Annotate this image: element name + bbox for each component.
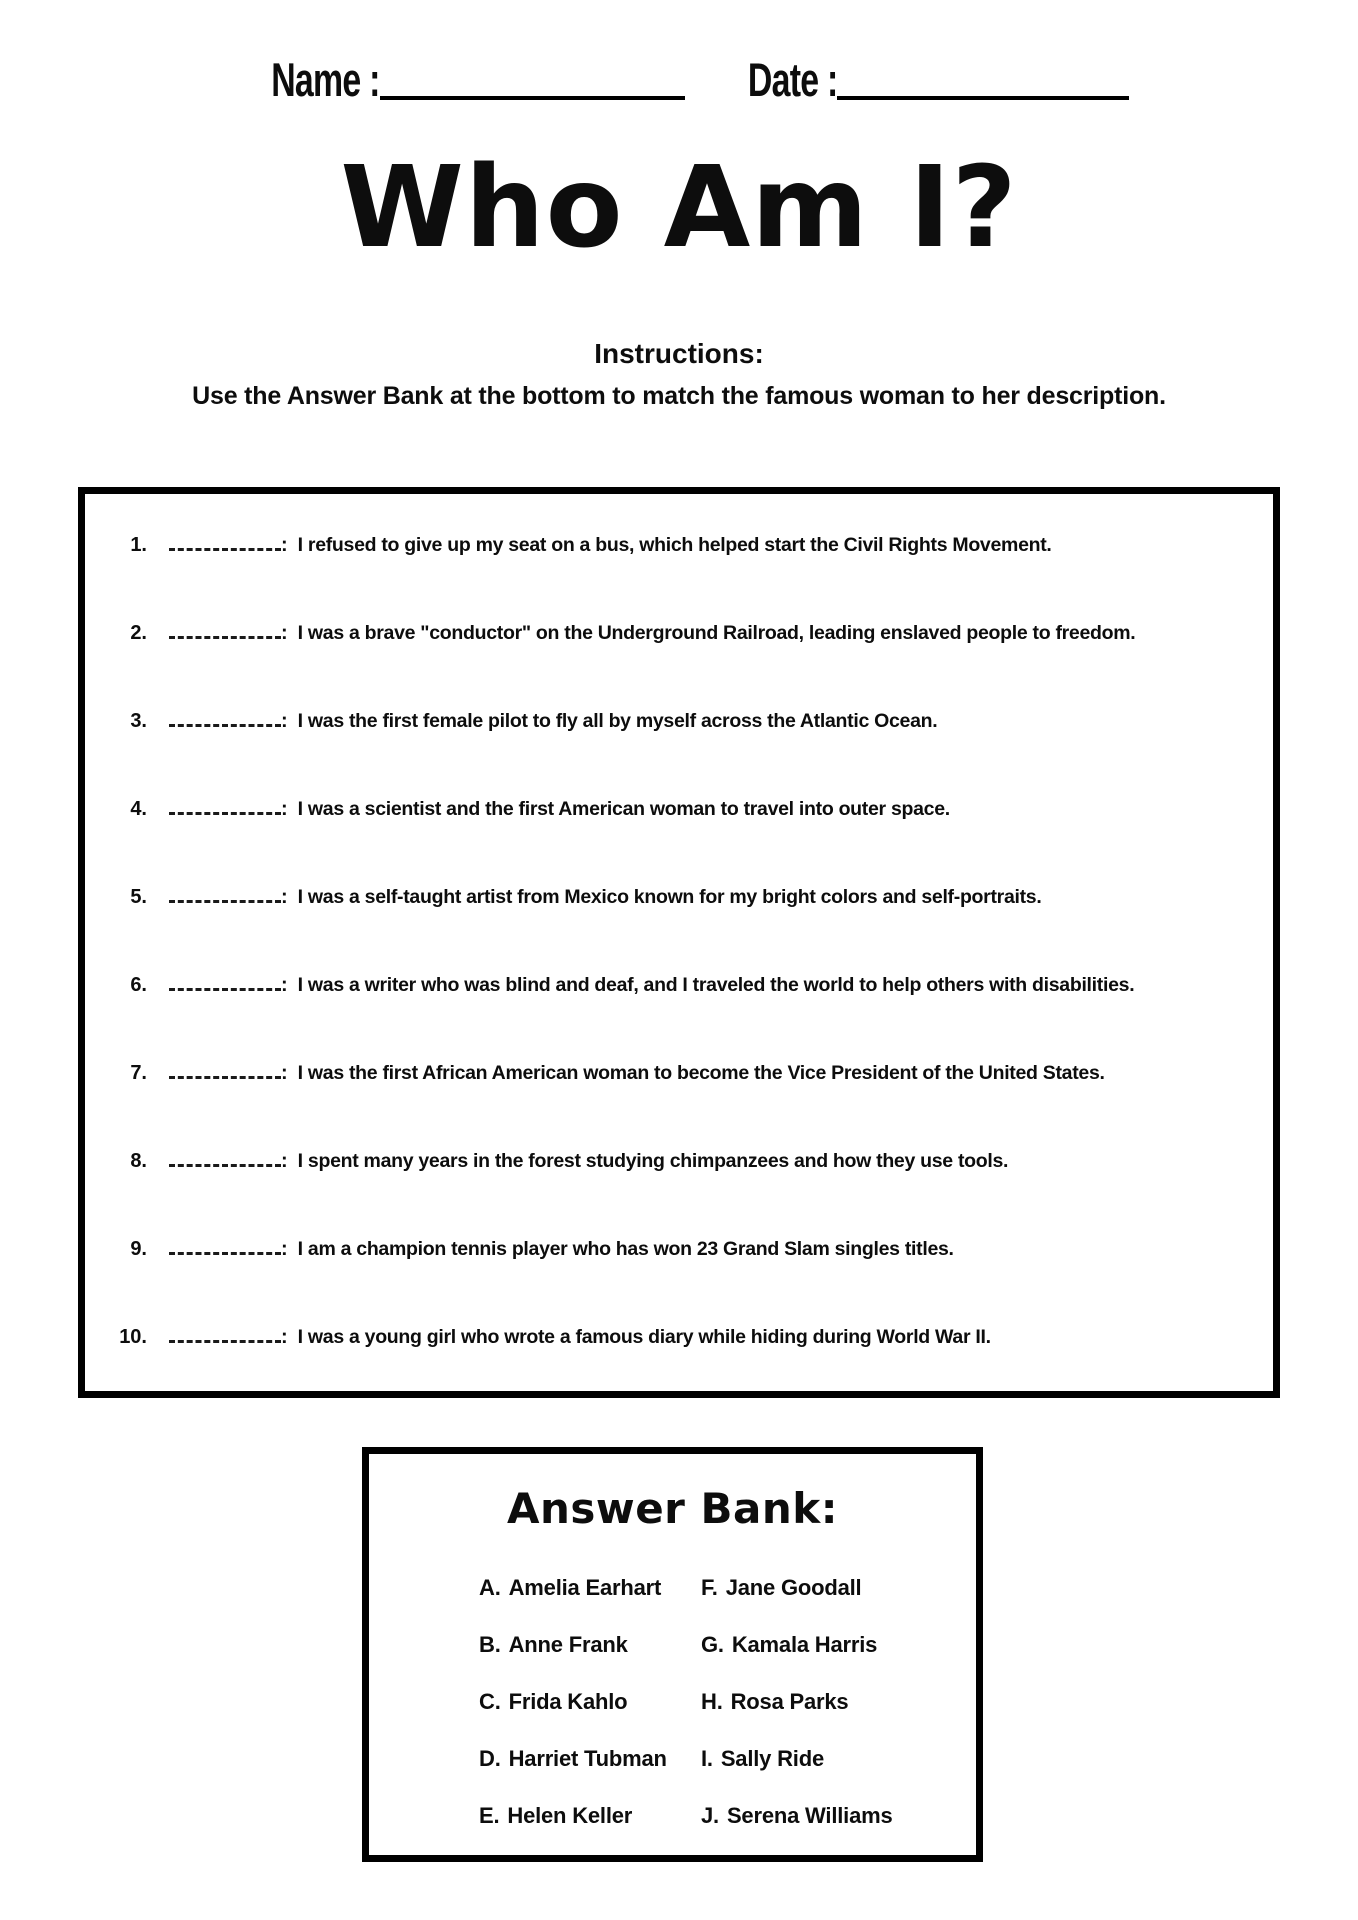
answer-name: Sally Ride xyxy=(720,1745,824,1771)
question-text: I was the first female pilot to fly all by myself across the Atlantic Ocean. xyxy=(297,710,938,732)
question-text: I was a brave "conductor" on the Underground Railroad, leading enslaved people to freedom. xyxy=(297,622,1136,644)
question-row xyxy=(101,1150,1259,1173)
answer-name: Helen Keller xyxy=(507,1802,633,1828)
answer-bank-right-column xyxy=(701,1559,976,1844)
answer-name: Kamala Harris xyxy=(731,1631,878,1657)
colon-mark: : xyxy=(281,622,288,644)
question-row xyxy=(101,1062,1259,1085)
colon-mark: : xyxy=(281,886,288,908)
answer-bank-box xyxy=(362,1447,983,1862)
answer-name: Jane Goodall xyxy=(725,1574,862,1600)
answer-bank-grid xyxy=(369,1559,976,1844)
answer-blank[interactable] xyxy=(169,1339,281,1343)
answer-name: Serena Williams xyxy=(726,1802,893,1828)
question-number: 3. xyxy=(130,710,147,732)
question-row xyxy=(101,974,1259,997)
question-number: 7. xyxy=(130,1062,147,1084)
colon-mark: : xyxy=(281,974,288,996)
question-number: 4. xyxy=(130,798,147,820)
answer-blank[interactable] xyxy=(169,1075,281,1079)
question-text: I spent many years in the forest studying chimpanzees and how they use tools. xyxy=(297,1150,1009,1172)
answer-name: Rosa Parks xyxy=(730,1688,849,1714)
question-row xyxy=(101,1326,1259,1349)
date-label: Date : xyxy=(747,53,838,106)
answer-bank-entry xyxy=(479,1673,701,1730)
answer-letter: D. xyxy=(479,1745,501,1771)
colon-mark: : xyxy=(281,1062,288,1084)
question-number: 9. xyxy=(130,1238,147,1260)
name-write-line[interactable] xyxy=(380,96,685,100)
answer-blank[interactable] xyxy=(169,987,281,991)
colon-mark: : xyxy=(281,1326,288,1348)
question-row xyxy=(101,798,1259,821)
answer-name: Amelia Earhart xyxy=(508,1574,662,1600)
answer-bank-entry xyxy=(479,1730,701,1787)
answer-letter: G. xyxy=(701,1631,724,1657)
instructions-text: Use the Answer Bank at the bottom to match the famous woman to her description. xyxy=(192,382,1166,410)
instructions-heading: Instructions: xyxy=(594,338,764,369)
answer-bank-entry xyxy=(701,1730,976,1787)
colon-mark: : xyxy=(281,1150,288,1172)
question-text: I was a self-taught artist from Mexico known for my bright colors and self-portraits. xyxy=(297,886,1042,908)
question-number: 1. xyxy=(130,534,147,556)
answer-bank-entry xyxy=(701,1787,976,1844)
answer-letter: I. xyxy=(701,1745,713,1771)
question-row xyxy=(101,534,1259,557)
name-date-header xyxy=(0,52,1358,107)
date-write-line[interactable] xyxy=(837,96,1129,100)
answer-blank[interactable] xyxy=(169,1251,281,1255)
answer-blank[interactable] xyxy=(169,1163,281,1167)
question-number: 5. xyxy=(130,886,147,908)
questions-box xyxy=(78,487,1280,1398)
question-text: I was a young girl who wrote a famous diary while hiding during World War II. xyxy=(297,1326,991,1348)
answer-name: Harriet Tubman xyxy=(508,1745,667,1771)
answer-blank[interactable] xyxy=(169,547,281,551)
answer-blank[interactable] xyxy=(169,811,281,815)
question-number: 6. xyxy=(130,974,147,996)
question-number: 10. xyxy=(119,1326,147,1348)
question-number: 2. xyxy=(130,622,147,644)
answer-bank-entry xyxy=(701,1559,976,1616)
answer-name: Anne Frank xyxy=(508,1631,628,1657)
question-row xyxy=(101,1238,1259,1261)
question-text: I was a writer who was blind and deaf, and I traveled the world to help others with disabilities. xyxy=(297,974,1135,996)
colon-mark: : xyxy=(281,534,288,556)
answer-bank-entry xyxy=(479,1616,701,1673)
answer-bank-entry xyxy=(479,1787,701,1844)
question-row xyxy=(101,886,1259,909)
answer-bank-left-column xyxy=(479,1559,701,1844)
instructions-block xyxy=(0,338,1358,411)
answer-letter: B. xyxy=(479,1631,501,1657)
answer-blank[interactable] xyxy=(169,899,281,903)
question-text: I was a scientist and the first American woman to travel into outer space. xyxy=(297,798,950,820)
colon-mark: : xyxy=(281,1238,288,1260)
question-row xyxy=(101,710,1259,733)
answer-letter: E. xyxy=(479,1802,500,1828)
answer-bank-title: Answer Bank: xyxy=(506,1484,838,1533)
answer-letter: H. xyxy=(701,1688,723,1714)
answer-blank[interactable] xyxy=(169,723,281,727)
answer-letter: C. xyxy=(479,1688,501,1714)
answer-name: Frida Kahlo xyxy=(508,1688,628,1714)
name-label: Name : xyxy=(271,53,380,106)
question-text: I refused to give up my seat on a bus, which helped start the Civil Rights Movement. xyxy=(297,534,1052,556)
answer-bank-entry xyxy=(701,1616,976,1673)
page-title: Who Am I? xyxy=(340,143,1018,273)
answer-letter: J. xyxy=(701,1802,719,1828)
answer-bank-entry xyxy=(479,1559,701,1616)
question-number: 8. xyxy=(130,1150,147,1172)
question-text: I was the first African American woman to become the Vice President of the United States. xyxy=(297,1062,1105,1084)
answer-bank-entry xyxy=(701,1673,976,1730)
answer-blank[interactable] xyxy=(169,635,281,639)
colon-mark: : xyxy=(281,798,288,820)
answer-letter: F. xyxy=(701,1574,718,1600)
answer-letter: A. xyxy=(479,1574,501,1600)
question-text: I am a champion tennis player who has won 23 Grand Slam singles titles. xyxy=(297,1238,954,1260)
colon-mark: : xyxy=(281,710,288,732)
question-row xyxy=(101,622,1259,645)
